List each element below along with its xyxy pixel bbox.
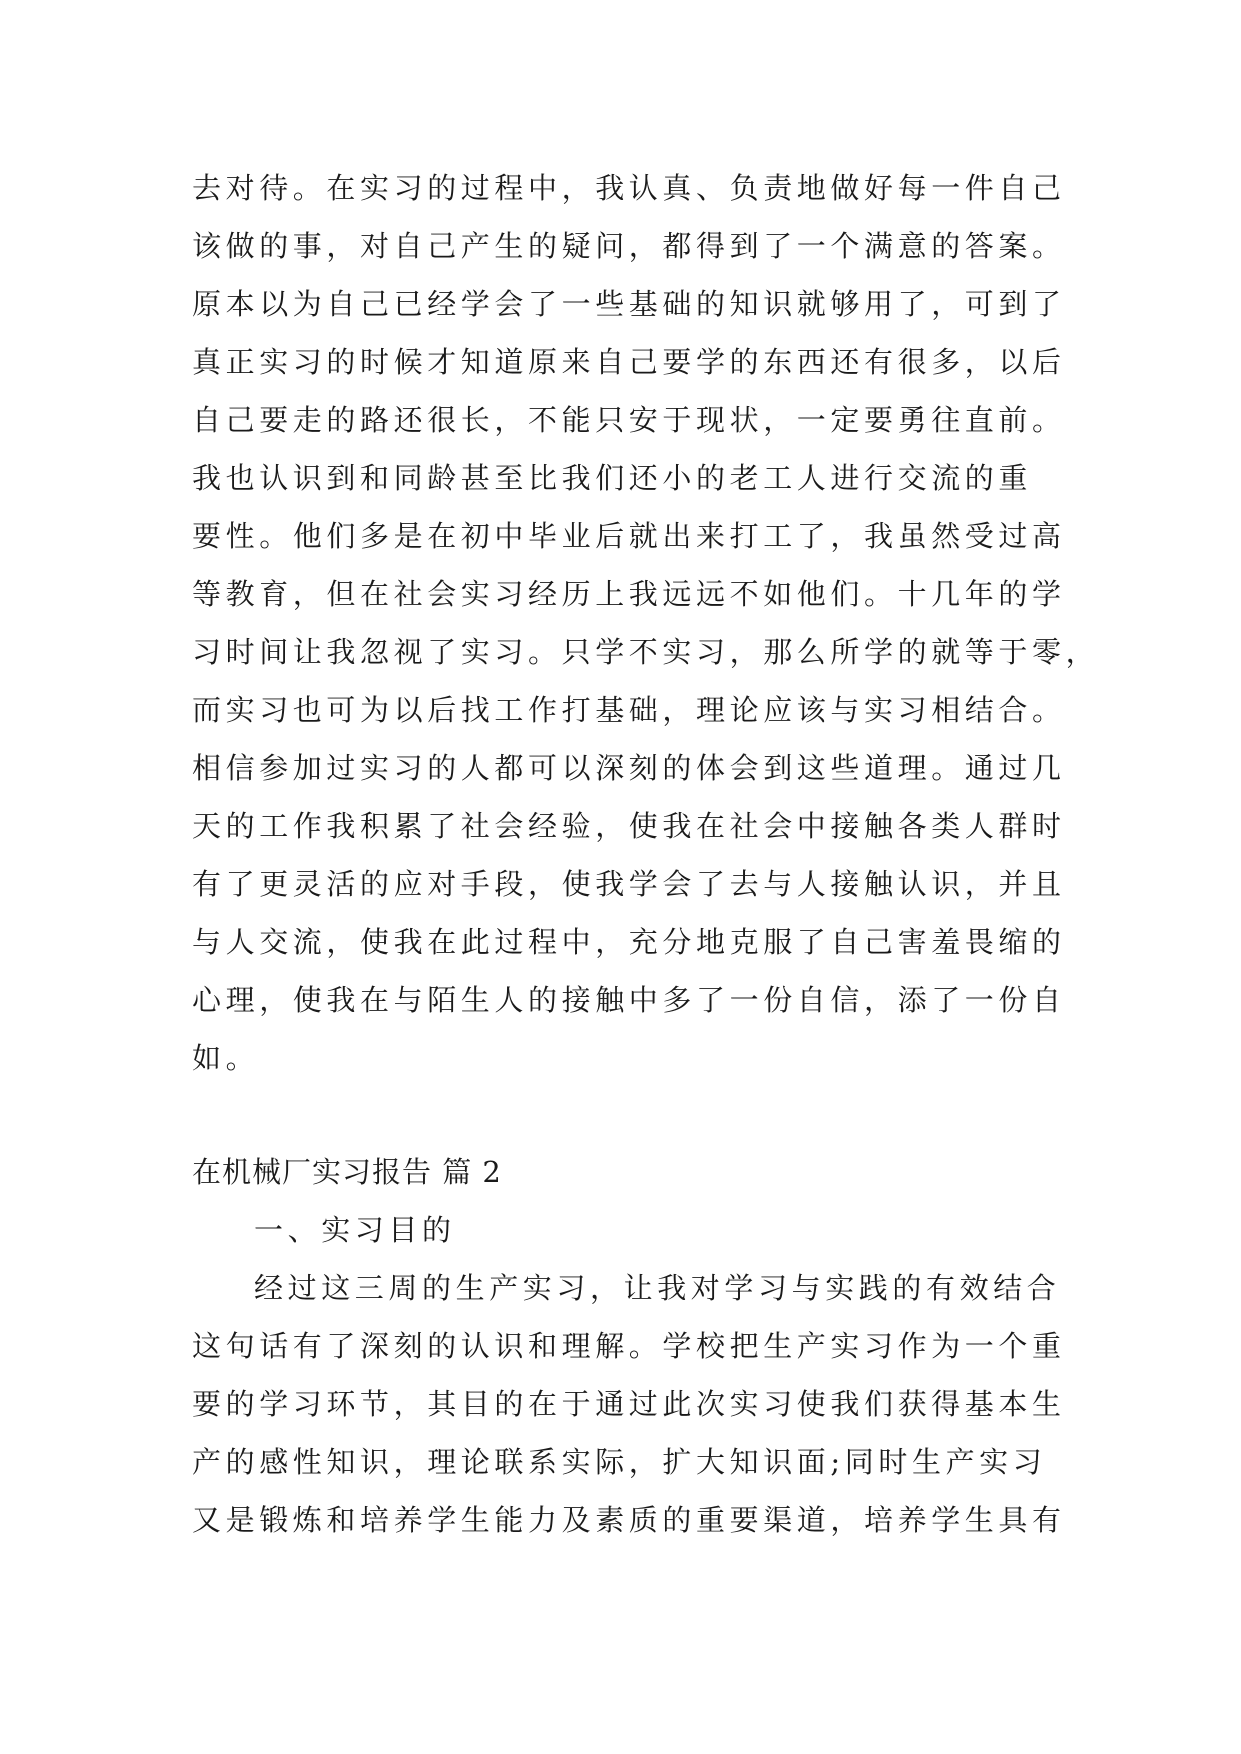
paragraph-line: 习时间让我忽视了实习。只学不实习，那么所学的就等于零， (192, 635, 1100, 669)
paragraph-line: 等教育，但在社会实习经历上我远远不如他们。十几年的学 (192, 577, 1066, 611)
paragraph-line: 经过这三周的生产实习，让我对学习与实践的有效结合 (254, 1271, 1061, 1305)
paragraph-line: 自己要走的路还很长，不能只安于现状，一定要勇往直前。 (192, 403, 1066, 437)
subheading: 一、实习目的 (254, 1213, 456, 1247)
paragraph-line: 天的工作我积累了社会经验，使我在社会中接触各类人群时 (192, 809, 1066, 843)
paragraph-line: 相信参加过实习的人都可以深刻的体会到这些道理。通过几 (192, 751, 1066, 785)
paragraph-line: 要的学习环节，其目的在于通过此次实习使我们获得基本生 (192, 1387, 1066, 1421)
section-title: 在机械厂实习报告 篇 2 (192, 1155, 502, 1189)
paragraph-line: 又是锻炼和培养学生能力及素质的重要渠道，培养学生具有 (192, 1503, 1066, 1537)
paragraph-line: 心理，使我在与陌生人的接触中多了一份自信，添了一份自 (192, 983, 1066, 1017)
paragraph-line: 该做的事，对自己产生的疑问，都得到了一个满意的答案。 (192, 229, 1066, 263)
paragraph-line: 产的感性知识，理论联系实际，扩大知识面;同时生产实习 (192, 1445, 1047, 1479)
paragraph-line: 要性。他们多是在初中毕业后就出来打工了，我虽然受过高 (192, 519, 1066, 553)
paragraph-line: 如。 (192, 1041, 260, 1075)
paragraph-line: 而实习也可为以后找工作打基础，理论应该与实习相结合。 (192, 693, 1066, 727)
paragraph-line: 去对待。在实习的过程中，我认真、负责地做好每一件自己 (192, 171, 1066, 205)
paragraph-line: 真正实习的时候才知道原来自己要学的东西还有很多，以后 (192, 345, 1066, 379)
paragraph-line: 有了更灵活的应对手段，使我学会了去与人接触认识，并且 (192, 867, 1066, 901)
paragraph-line: 这句话有了深刻的认识和理解。学校把生产实习作为一个重 (192, 1329, 1066, 1363)
paragraph-line: 原本以为自己已经学会了一些基础的知识就够用了，可到了 (192, 287, 1066, 321)
paragraph-line: 我也认识到和同龄甚至比我们还小的老工人进行交流的重 (192, 461, 1033, 495)
paragraph-line: 与人交流，使我在此过程中，充分地克服了自己害羞畏缩的 (192, 925, 1066, 959)
